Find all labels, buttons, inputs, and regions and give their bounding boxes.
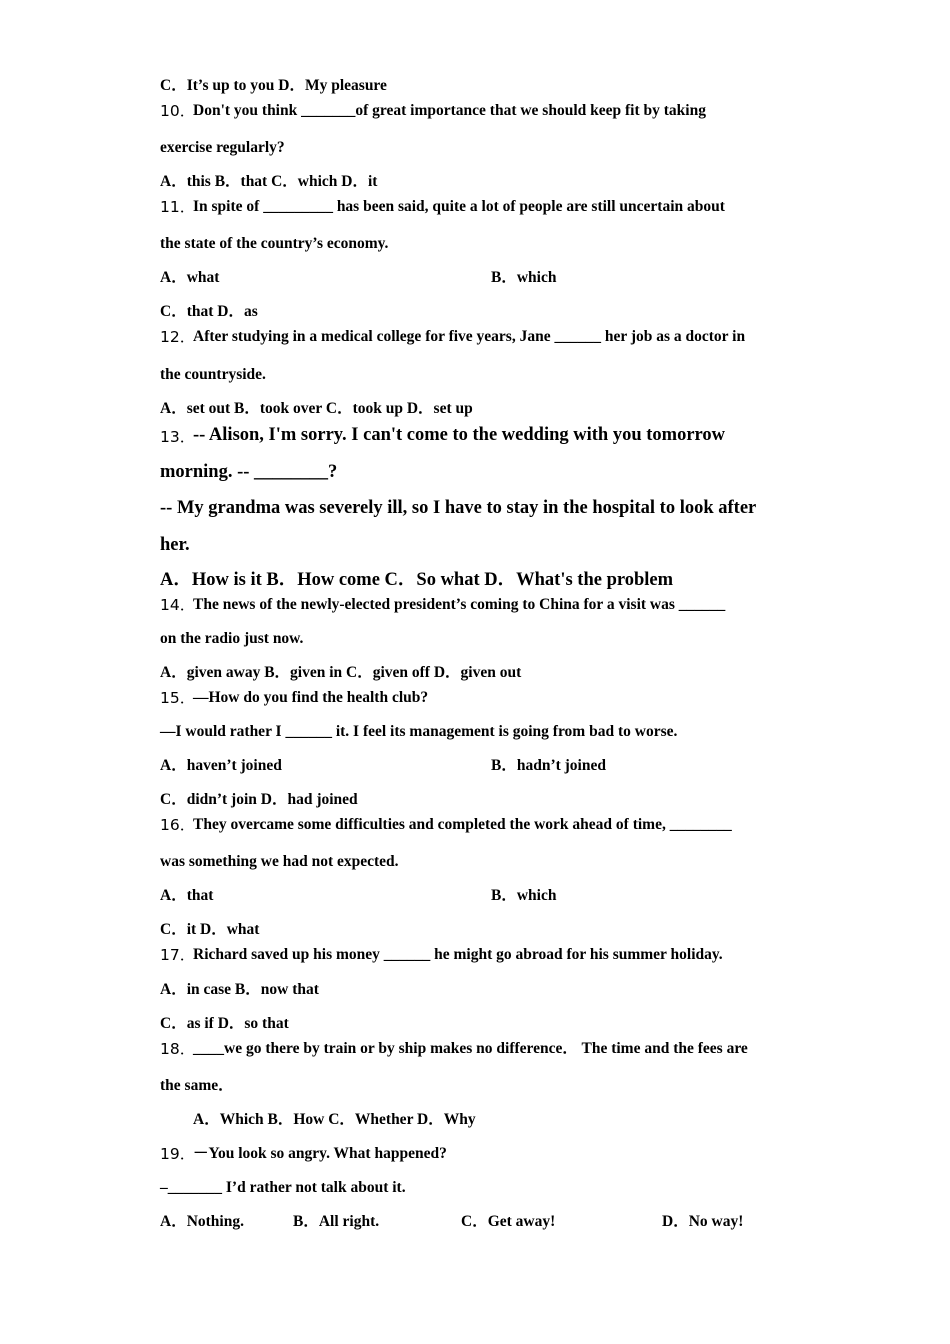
question-text: —I would rather I ______ it. I feel its management is going from bad to worse. <box>160 723 678 740</box>
question-number: 10． <box>160 102 196 120</box>
option-text: A．How is it B．How come C．So what D．What's the problem <box>160 570 674 590</box>
option-text: A．this B．that C．which D．it <box>160 173 378 190</box>
option-b: B．All right. <box>293 1213 380 1230</box>
question-number: 17． <box>160 946 196 964</box>
question-text: －You look so angry. What happened? <box>193 1145 447 1162</box>
option-b: B．which <box>491 269 557 286</box>
question-text: the same． <box>160 1077 234 1094</box>
question-text: -- Alison, I'm sorry. I can't come to the wedding with you tomorrow <box>193 425 726 445</box>
question-text: morning. -- ________? <box>160 462 338 482</box>
question-number: 18． <box>160 1040 196 1058</box>
option-a: A．haven’t joined <box>160 757 282 774</box>
option-a: A．that <box>160 887 214 904</box>
question-number: 12． <box>160 328 196 346</box>
question-text: The news of the newly-elected president’s coming to China for a visit was ______ <box>193 596 726 613</box>
option-text: A．Which B．How C．Whether D．Why <box>193 1111 476 1128</box>
question-number: 19． <box>160 1145 196 1163</box>
question-text: Richard saved up his money ______ he might go abroad for his summer holiday. <box>193 946 723 963</box>
option-text: A．given away B．given in C．given off D．given out <box>160 664 522 681</box>
option-text: C．It’s up to you D．My pleasure <box>160 77 387 94</box>
question-number: 15． <box>160 689 196 707</box>
option-c: C．Get away! <box>461 1213 556 1230</box>
question-text: was something we had not expected. <box>160 853 399 870</box>
question-text: on the radio just now. <box>160 630 304 647</box>
option-b: B．hadn’t joined <box>491 757 606 774</box>
question-number: 14． <box>160 596 196 614</box>
option-text: C．as if D．so that <box>160 1015 289 1032</box>
option-text: C．that D．as <box>160 303 258 320</box>
question-text: -- My grandma was severely ill, so I have to stay in the hospital to look after <box>160 498 757 518</box>
option-d: D．No way! <box>662 1213 744 1230</box>
option-text: C．didn’t join D．had joined <box>160 791 358 808</box>
question-text: the state of the country’s economy. <box>160 235 389 252</box>
option-text: C．it D．what <box>160 921 260 938</box>
question-text: Don't you think _______of great importance that we should keep fit by taking <box>193 102 706 119</box>
question-text: ____we go there by train or by ship makes no difference． The time and the fees are <box>193 1040 748 1057</box>
question-number: 13． <box>160 428 196 446</box>
question-number: 16． <box>160 816 196 834</box>
question-text: —How do you find the health club? <box>193 689 429 706</box>
question-text: They overcame some difficulties and completed the work ahead of time, ________ <box>193 816 732 833</box>
question-text: After studying in a medical college for five years, Jane ______ her job as a doctor in <box>193 328 746 345</box>
question-text: exercise regularly? <box>160 139 285 156</box>
question-text: her. <box>160 535 190 555</box>
question-text: the countryside. <box>160 366 266 383</box>
option-text: A．set out B．took over C．took up D．set up <box>160 400 473 417</box>
option-a: A．what <box>160 269 220 286</box>
question-text: In spite of _________ has been said, quite a lot of people are still uncertain about <box>193 198 725 215</box>
question-text: –_______ I’d rather not talk about it. <box>160 1179 406 1196</box>
question-number: 11． <box>160 198 196 216</box>
option-text: A．in case B．now that <box>160 981 319 998</box>
option-b: B．which <box>491 887 557 904</box>
option-a: A．Nothing. <box>160 1213 244 1230</box>
